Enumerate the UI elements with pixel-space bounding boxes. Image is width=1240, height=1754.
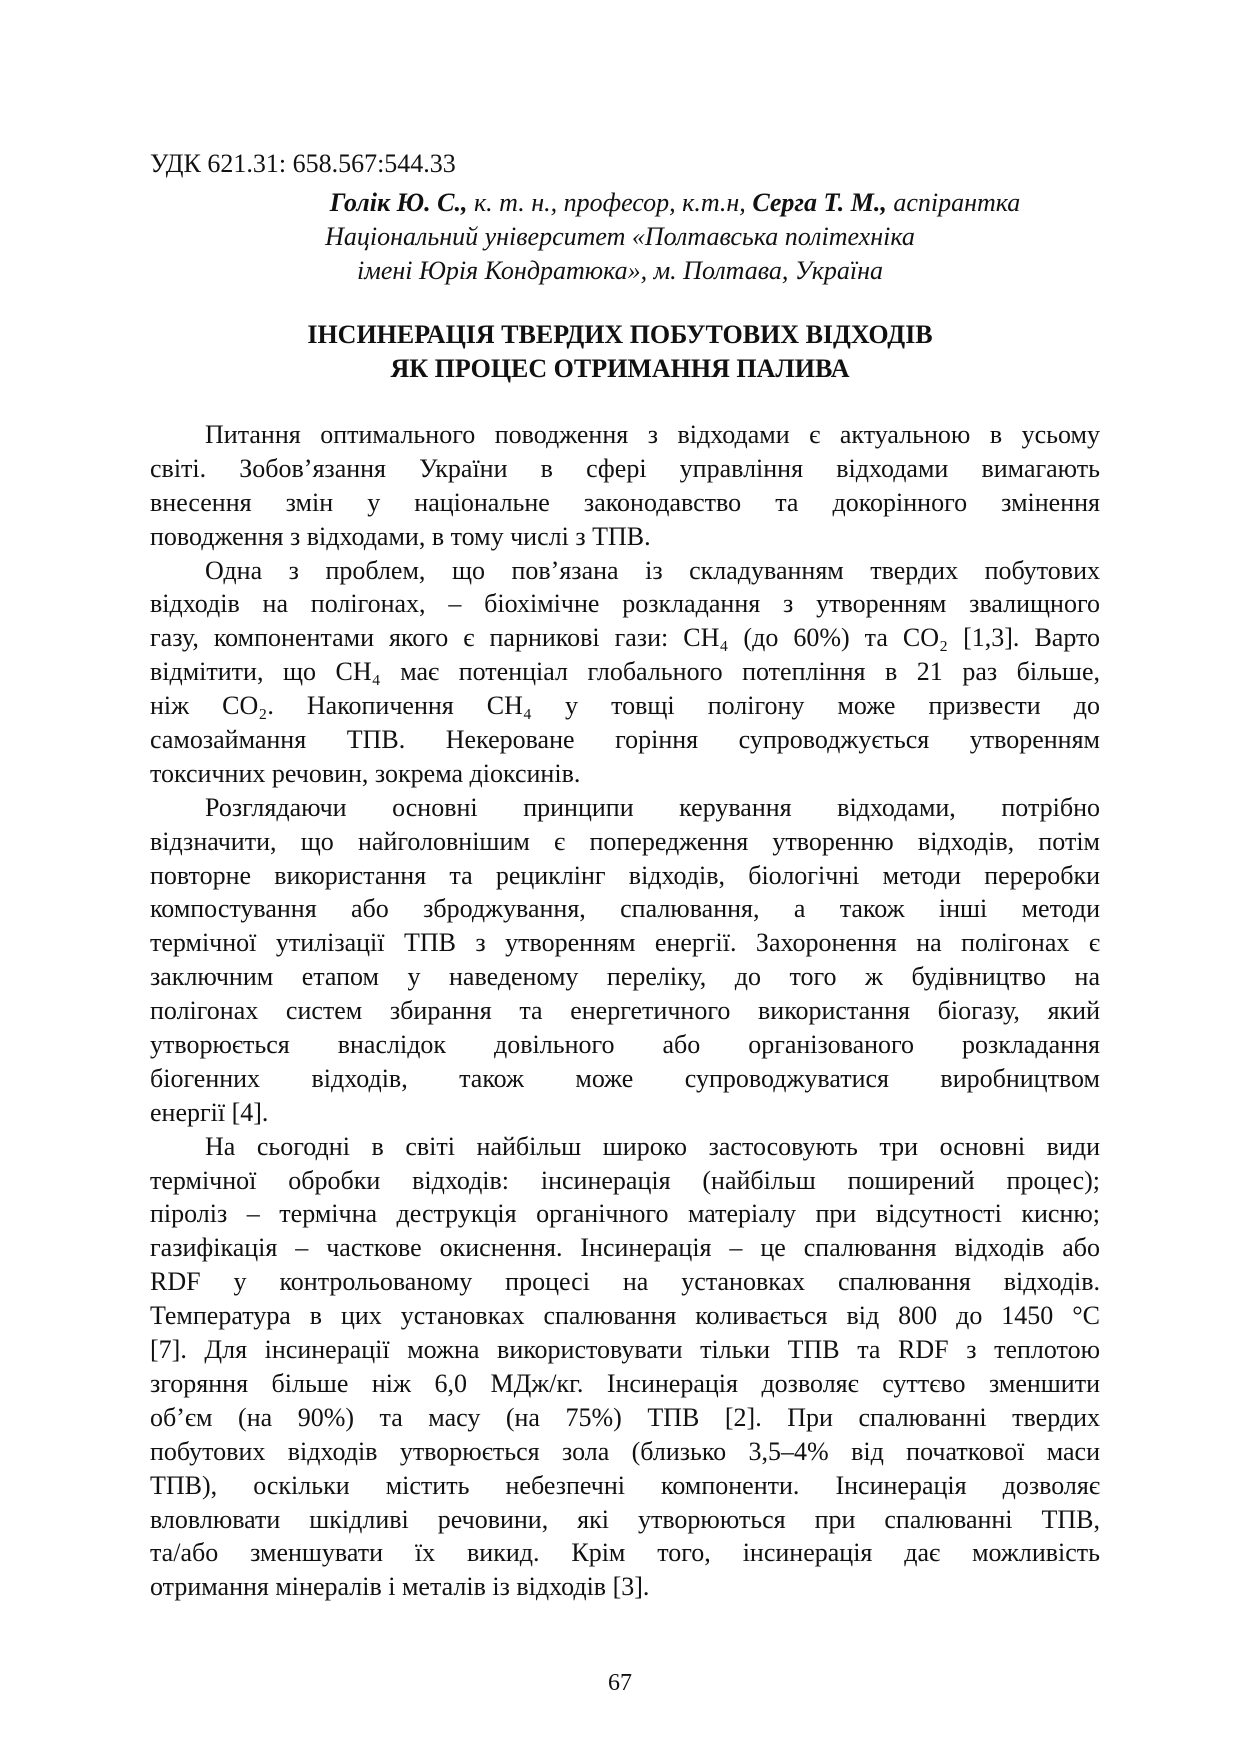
text-line: відзначити, що найголовнішим є попередження утворенню відходів, потім xyxy=(150,826,1100,856)
article-body xyxy=(150,418,1100,1604)
title-line: ЯК ПРОЦЕС ОТРИМАННЯ ПАЛИВА xyxy=(390,354,850,383)
title-line: ІНСИНЕРАЦІЯ ТВЕРДИХ ПОБУТОВИХ ВІДХОДІВ xyxy=(307,320,933,349)
text-line: вловлювати шкідливі речовини, які утворюються при спалюванні ТПВ, xyxy=(150,1504,1100,1534)
text-line: Температура в цих установках спалювання коливається від 800 до 1450 °С xyxy=(150,1301,1100,1331)
text-line: термічної обробки відходів: інсинерація (найбільш поширений процес); xyxy=(150,1165,1100,1195)
text-line: побутових відходів утворюється зола (близько 3,5–4% від початкової маси xyxy=(150,1436,1100,1466)
paragraph xyxy=(150,418,1100,554)
udk-code: УДК 621.31: 658.567:544.33 xyxy=(150,149,456,178)
text-line: Одна з проблем, що пов’язана із складуванням твердих побутових xyxy=(205,555,1100,585)
text-line: [7]. Для інсинерації можна використовувати тільки ТПВ та RDF з теплотою xyxy=(150,1335,1100,1365)
text-line: самозаймання ТПВ. Некероване горіння супроводжується утворенням xyxy=(150,725,1100,755)
text-line: відмітити, що CH₄ має потенціал глобального потепління в 21 раз більше, xyxy=(150,657,1100,687)
author1-title: к. т. н., професор, к.т.н, xyxy=(467,188,753,217)
text-line: біогенних відходів, також може супроводжуватися виробництвом xyxy=(150,1063,1100,1093)
text-line: Розглядаючи основні принципи керування відходами, потрібно xyxy=(205,792,1100,822)
text-line: отримання мінералів і металів із відходів [3]. xyxy=(150,1572,650,1602)
paragraph xyxy=(150,1130,1100,1604)
paragraph xyxy=(150,791,1100,1130)
text-line: світі. Зобов’язання України в сфері управління відходами вимагають xyxy=(150,453,1100,483)
text-line: енергії [4]. xyxy=(150,1097,269,1127)
paragraph xyxy=(150,554,1100,791)
text-line: утворюється внаслідок довільного або організованого розкладання xyxy=(150,1030,1100,1060)
authors-line xyxy=(0,186,1240,220)
text-line: токсичних речовин, зокрема діоксинів. xyxy=(150,758,581,788)
text-line: Питання оптимального поводження з відходами є актуальною в усьому xyxy=(205,420,1100,449)
authors-block xyxy=(0,186,1240,288)
text-line: RDF у контрольованому процесі на установках спалювання відходів. xyxy=(150,1267,1100,1297)
page-number: 67 xyxy=(608,1670,632,1696)
text-line: газу, компонентами якого є парникові гази: CH₄ (до 60%) та CO₂ [1,3]. Варто xyxy=(150,623,1100,653)
author1-name: Голік Ю. С., xyxy=(329,188,468,217)
text-line: відходів на полігонах, – біохімічне розкладання з утворенням звалищного xyxy=(150,589,1100,619)
text-line: внесення змін у національне законодавство та докорінного змінення xyxy=(150,487,1100,517)
text-line: полігонах систем збирання та енергетичного використання біогазу, який xyxy=(150,996,1100,1026)
text-line: заключним етапом у наведеному переліку, до того ж будівництво на xyxy=(150,962,1100,992)
text-line: компостування або зброджування, спалювання, а також інші методи xyxy=(150,894,1100,924)
text-line: повторне використання та рециклінг відходів, біологічні методи переробки xyxy=(150,860,1100,890)
affiliation-line: імені Юрія Кондратюка», м. Полтава, Україна xyxy=(357,256,883,285)
text-line: газифікація – часткове окиснення. Інсинерація – це спалювання відходів або xyxy=(150,1233,1100,1263)
text-line: ніж CO₂. Накопичення CH₄ у товщі полігону може призвести до xyxy=(150,691,1100,721)
text-line: піроліз – термічна деструкція органічного матеріалу при відсутності кисню; xyxy=(150,1199,1100,1229)
text-line: та/або зменшувати їх викид. Крім того, інсинерація дає можливість xyxy=(150,1538,1100,1568)
text-line: поводження з відходами, в тому числі з ТПВ. xyxy=(150,521,651,551)
text-line: згоряння більше ніж 6,0 МДж/кг. Інсинерація дозволяє суттєво зменшити xyxy=(150,1368,1100,1398)
text-line: На сьогодні в світі найбільш широко застосовують три основні види xyxy=(205,1131,1100,1161)
author2-name: Серга Т. М., xyxy=(752,188,887,217)
text-line: ТПВ), оскільки містить небезпечні компоненти. Інсинерація дозволяє xyxy=(150,1470,1100,1500)
text-line: об’єм (на 90%) та масу (на 75%) ТПВ [2]. При спалюванні твердих xyxy=(150,1402,1100,1432)
article-title xyxy=(0,318,1240,386)
text-line: термічної утилізації ТПВ з утворенням енергії. Захоронення на полігонах є xyxy=(150,928,1100,958)
affiliation-line: Національний університет «Полтавська політехніка xyxy=(325,222,915,251)
author2-title: аспірантка xyxy=(886,188,1021,217)
